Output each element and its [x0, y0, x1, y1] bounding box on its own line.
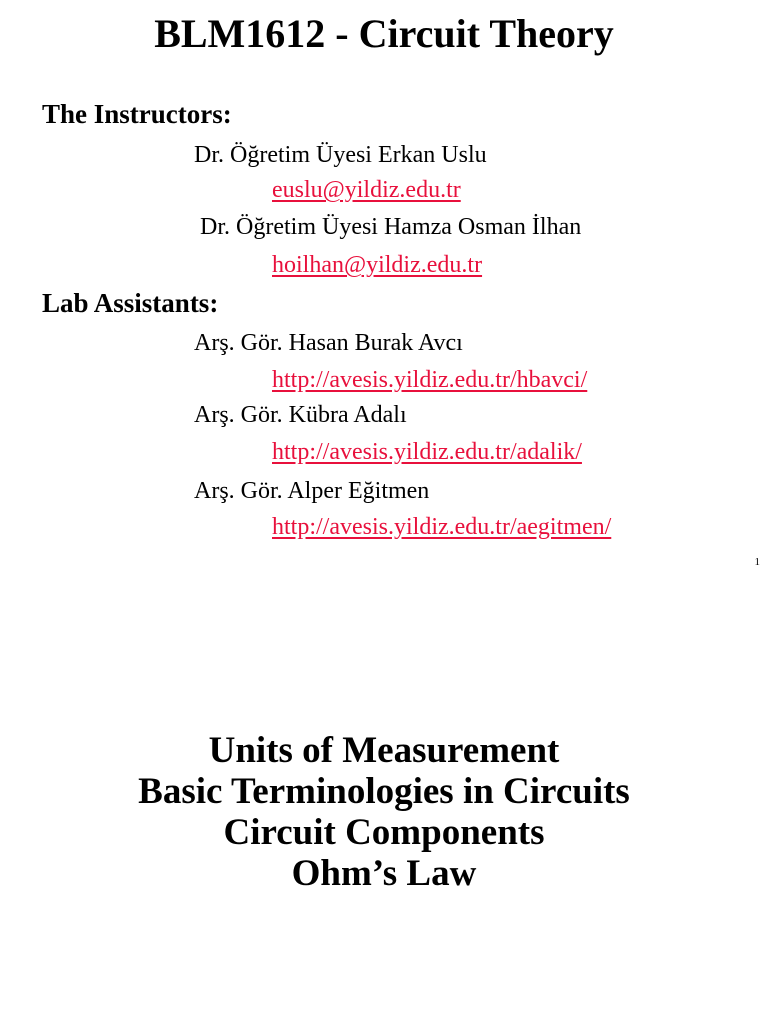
instructor-email-link[interactable]: euslu@yildiz.edu.tr — [272, 177, 461, 203]
lab-assistant-name: Arş. Gör. Kübra Adalı — [194, 402, 407, 428]
topic-heading: Basic Terminologies in Circuits — [138, 771, 630, 812]
lab-assistant-name: Arş. Gör. Hasan Burak Avcı — [194, 330, 463, 356]
instructor-email-link[interactable]: hoilhan@yildiz.edu.tr — [272, 252, 483, 278]
topic-heading: Units of Measurement — [208, 730, 560, 771]
instructors-heading: The Instructors: — [42, 99, 232, 129]
page-number: 1 — [754, 556, 760, 568]
lab-assistant-profile-link[interactable]: http://avesis.yildiz.edu.tr/hbavci/ — [272, 367, 588, 393]
lab-assistant-profile-link[interactable]: http://avesis.yildiz.edu.tr/aegitmen/ — [272, 514, 612, 540]
topic-heading: Circuit Components — [223, 812, 545, 853]
topics-block — [0, 730, 768, 894]
lab-assistants-heading: Lab Assistants: — [42, 288, 219, 318]
lab-assistant-name: Arş. Gör. Alper Eğitmen — [194, 478, 430, 504]
instructor-name: Dr. Öğretim Üyesi Hamza Osman İlhan — [200, 214, 582, 240]
page-title: BLM1612 - Circuit Theory — [154, 11, 614, 56]
topic-heading: Ohm’s Law — [291, 853, 477, 894]
lab-assistant-profile-link[interactable]: http://avesis.yildiz.edu.tr/adalik/ — [272, 439, 582, 465]
instructor-name: Dr. Öğretim Üyesi Erkan Uslu — [194, 142, 487, 168]
